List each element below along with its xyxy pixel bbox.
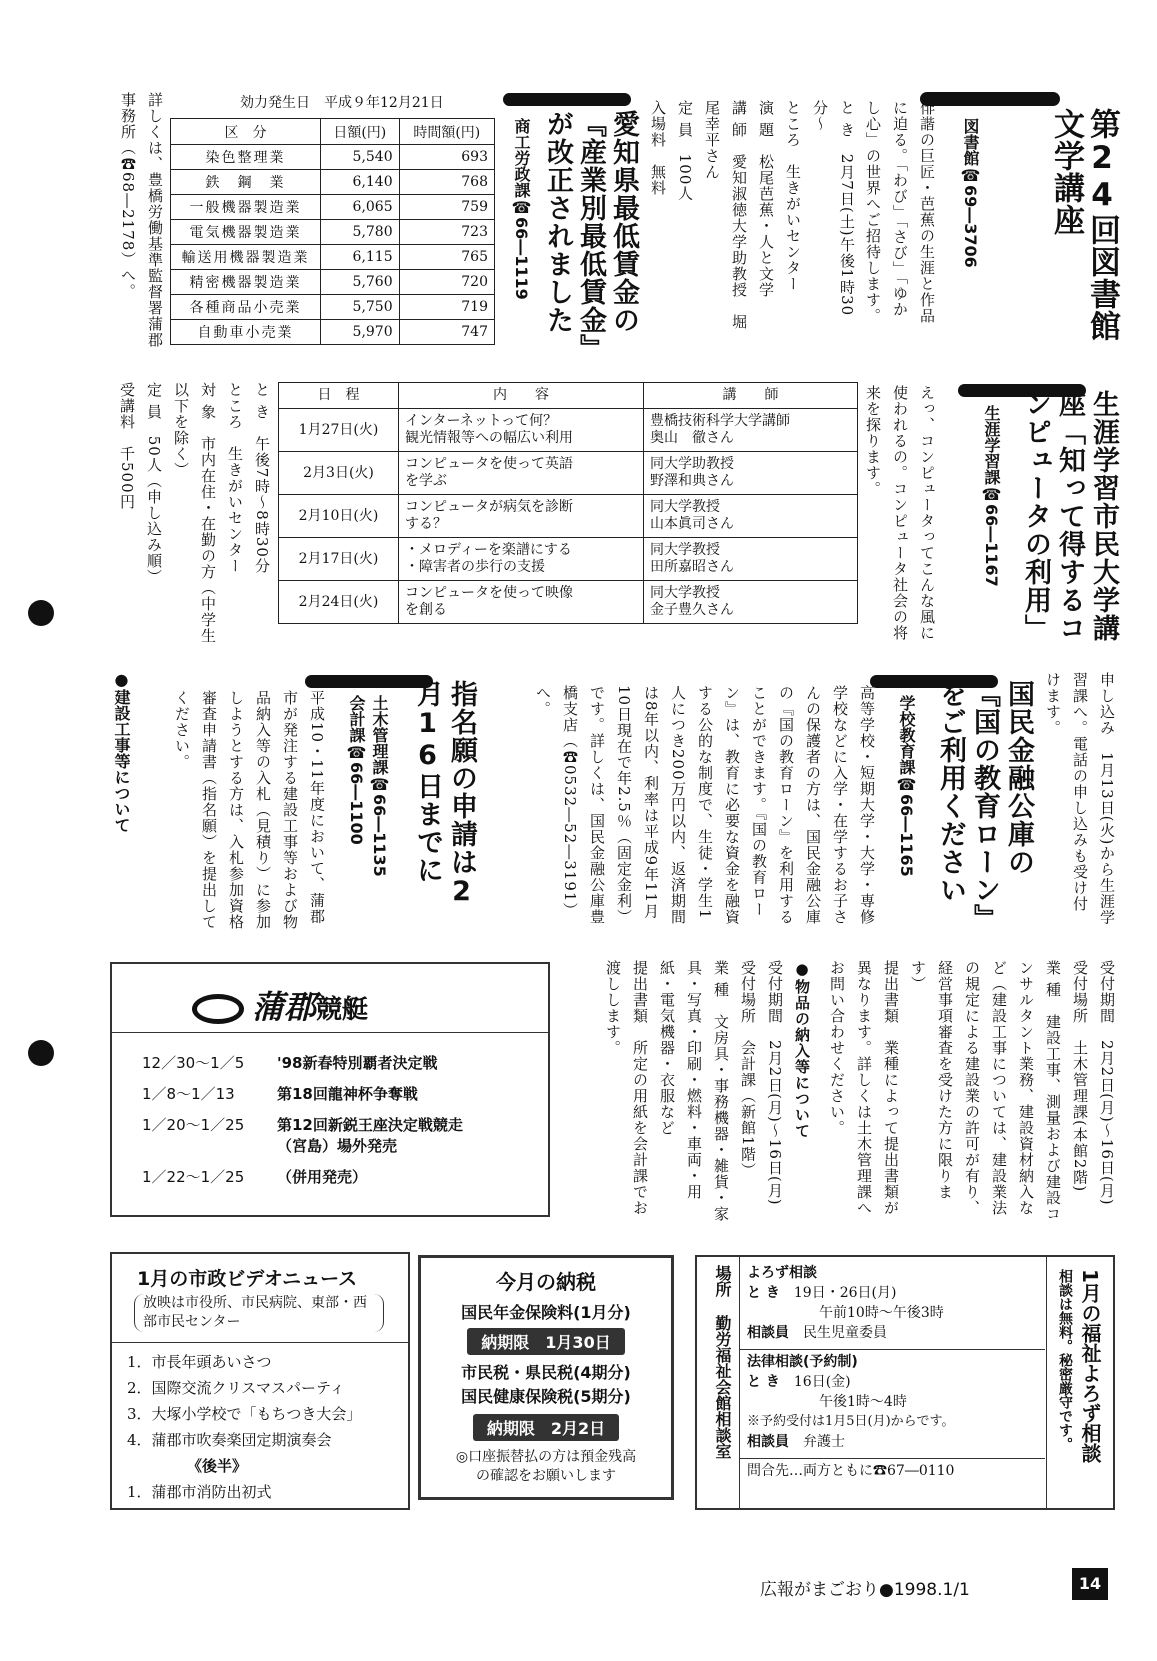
punch-hole bbox=[28, 600, 54, 626]
wage-row bbox=[171, 145, 495, 170]
schedule-header-cell: 日 程 bbox=[279, 383, 399, 409]
library-toki: と き 2月7日(土)午後1時30分～ bbox=[811, 100, 856, 317]
tax-box bbox=[418, 1255, 674, 1500]
kyotei-row bbox=[142, 1083, 542, 1104]
wage-cell: 6,115 bbox=[321, 245, 400, 270]
kyotei-race: （併用発売） bbox=[277, 1168, 368, 1186]
wage-row bbox=[171, 295, 495, 320]
loan-body: 高等学校・短期大学・大学・専修学校などに入学・在学するお子さんの保護者の方は、国民金融公庫の『国の教育ローン』を利用することができます。『国の教育ローン』は、教育に必要な資金を融資する公的な制度で、生徒・学生1人につき200万円以内、返済期間は8年以内、利率は平成9年11月10日現在で年2.5％（固定金利）です。詳しくは、国民金融公庫豊橋支店（☎0532―52―3191）へ。 bbox=[534, 685, 876, 925]
welfare-content: よろず相談 と き 19日・26日(月) 午前10時～午後3時 相談員 民生児童委員 法律相談(予約制) と き 16日(金) 午後1時～4時 ※予約受付は1月5日(月)からです。 相談員 弁護士 問合先…両方ともに☎67―0110 bbox=[747, 1263, 1037, 1481]
schedule-cell: 2月3日(火) bbox=[279, 452, 399, 495]
kyotei-date: 1／8～1／13 bbox=[142, 1085, 235, 1103]
library-teiin: 定 員 100人 bbox=[676, 100, 694, 202]
wage-row bbox=[171, 195, 495, 220]
buppin-b2: 受付場所 会計課（新館1階） bbox=[739, 960, 757, 1179]
kensetsu-head: ●建設工事等について bbox=[112, 670, 131, 833]
punch-hole bbox=[28, 1040, 54, 1066]
buppin-block bbox=[550, 960, 815, 1225]
schedule-cell: コンピュータが病気を診断 する？ bbox=[399, 495, 644, 538]
wage-dept: 商工労政課☎66―1119 bbox=[512, 118, 531, 300]
kyotei-date: 12／30～1／5 bbox=[142, 1054, 245, 1072]
wage-header-cell: 区 分 bbox=[171, 119, 321, 145]
wage-cell: 6,065 bbox=[321, 195, 400, 220]
loan-dept: 学校教育課☎66―1165 bbox=[897, 695, 916, 877]
kyotei-row bbox=[142, 1166, 542, 1187]
kensetsu-k2: 受付場所 土木管理課(本館2階) bbox=[1071, 960, 1089, 1193]
library-koshi: 講 師 愛知淑徳大学助教授 堀尾幸平さん bbox=[703, 100, 748, 330]
wage-cell: 5,760 bbox=[321, 270, 400, 295]
video-note: 放映は市役所、市民病院、東部・西部市民センター bbox=[134, 1294, 384, 1332]
buppin-b4: 提出書類 所定の用紙を会計課でお渡しします。 bbox=[604, 960, 649, 1216]
wage-header-row bbox=[171, 119, 495, 145]
kyotei-rule bbox=[112, 1032, 548, 1033]
yorozu-toki2: 午前10時～午後3時 bbox=[819, 1305, 944, 1321]
tax-l2: 市民税・県民税(4期分) bbox=[461, 1363, 631, 1382]
video-item: 4．蒲郡市吹奏楽団定期演奏会 bbox=[127, 1431, 332, 1449]
hoho-toki1: 16日(金) bbox=[793, 1374, 851, 1390]
welfare-contact: 問合先…両方ともに☎67―0110 bbox=[747, 1463, 955, 1479]
lifelong-dept: 生涯学習課☎66―1167 bbox=[982, 405, 1001, 587]
wage-cell: 747 bbox=[399, 320, 494, 345]
wage-row bbox=[171, 320, 495, 345]
schedule-cell: 同大学教授 山本眞司さん bbox=[644, 495, 858, 538]
schedule-table bbox=[278, 382, 858, 624]
library-dept: 図書館☎69―3706 bbox=[961, 118, 980, 268]
wage-cell: 精密機器製造業 bbox=[171, 270, 321, 295]
wage-cell: 各種商品小売業 bbox=[171, 295, 321, 320]
schedule-cell: 2月24日(火) bbox=[279, 581, 399, 624]
wage-table bbox=[170, 118, 495, 345]
wage-cell: 6,140 bbox=[321, 170, 400, 195]
schedule-cell: ・メロディーを楽譜にする ・障害者の歩行の支援 bbox=[399, 538, 644, 581]
footer-title: 広報がまごおり●1998.1/1 bbox=[760, 1580, 970, 1600]
library-details bbox=[620, 100, 860, 330]
wage-row bbox=[171, 245, 495, 270]
hoho-toki2: 午後1時～4時 bbox=[819, 1394, 907, 1410]
yorozu-toki1: 19日・26日(月) bbox=[793, 1285, 897, 1301]
buppin-head: ●物品の納入等について bbox=[793, 960, 811, 1139]
kyotei-date: 1／22～1／25 bbox=[142, 1168, 245, 1186]
kensetsu-k3: 業 種 建設工事、測量および建設コンサルタント業務、建設資材納入など（建設工事については、建設業法の規定による建設業の許可が有り、経営事項審査を受けた方に限ります） bbox=[909, 960, 1062, 1222]
wage-note: 詳しくは、豊橋労働基準監督署蒲郡事務所（☎68―2178）へ。 bbox=[119, 92, 164, 348]
yorozu-label: よろず相談 bbox=[747, 1265, 817, 1281]
library-tokoro: ところ 生きがいセンター bbox=[784, 100, 802, 292]
schedule-row bbox=[279, 538, 858, 581]
library-title: 第24回図書館文学講座 bbox=[1048, 108, 1120, 342]
wage-cell: 自動車小売業 bbox=[171, 320, 321, 345]
wage-header-cell: 時間額(円) bbox=[399, 119, 494, 145]
lifelong-teiin: 定 員 50人（申し込み順） bbox=[145, 382, 163, 585]
lifelong-intro: えっ、コンピュータってこんな風に使われるの。コンピュータ社会の将来を探ります。 bbox=[864, 385, 936, 641]
title-bar bbox=[920, 92, 1060, 106]
welfare-title: 1月の福祉よろず相談 bbox=[1078, 1269, 1102, 1463]
wage-cell: 765 bbox=[399, 245, 494, 270]
welfare-sub: 相談は無料。秘密厳守です。 bbox=[1057, 1269, 1073, 1451]
video-item: 2．国際交流クリスマスパーティ bbox=[127, 1379, 345, 1397]
schedule-header-row bbox=[279, 383, 858, 409]
kensetsu-block bbox=[820, 960, 1120, 1225]
wage-cell: 一般機器製造業 bbox=[171, 195, 321, 220]
schedule-cell: コンピュータを使って英語 を学ぶ bbox=[399, 452, 644, 495]
kyotei-race: 第18回龍神杯争奪戦 bbox=[277, 1085, 418, 1103]
lifelong-jukoryo: 受講料 千500円 bbox=[118, 382, 136, 510]
schedule-cell: 2月10日(火) bbox=[279, 495, 399, 538]
kyotei-schedule bbox=[142, 1044, 542, 1197]
kyotei-date: 1／20～1／25 bbox=[142, 1116, 245, 1134]
video-item: 1．市長年頭あいさつ bbox=[127, 1353, 272, 1371]
wage-cell: 染色整理業 bbox=[171, 145, 321, 170]
welfare-divider bbox=[1046, 1257, 1047, 1508]
shimei-title: 指名願の申請は2月16日までに bbox=[412, 680, 477, 908]
schedule-header-cell: 内 容 bbox=[399, 383, 644, 409]
video-item: 1．蒲郡市消防出初式 bbox=[127, 1483, 272, 1501]
schedule-cell: インターネットって何？ 観光情報等への幅広い利用 bbox=[399, 409, 644, 452]
welfare-box bbox=[695, 1255, 1115, 1510]
buppin-b1: 受付期間 2月2日(月)～16日(月) bbox=[766, 960, 784, 1206]
schedule-row bbox=[279, 409, 858, 452]
schedule-cell: コンピュータを使って映像 を創る bbox=[399, 581, 644, 624]
kyotei-logo-icon bbox=[192, 994, 244, 1024]
lifelong-moushikomi: 申し込み 1月13日(火)から生涯学習課へ。電話の申し込みも受け付けます。 bbox=[1044, 672, 1116, 926]
tax-note: ◎口座振替払の方は預金残高の確認をお願いします bbox=[455, 1449, 637, 1484]
schedule-row bbox=[279, 452, 858, 495]
wage-header-cell: 日額(円) bbox=[321, 119, 400, 145]
schedule-cell: 1月27日(火) bbox=[279, 409, 399, 452]
library-endai: 演 題 松尾芭蕉・人と文学 bbox=[757, 100, 775, 298]
wage-cell: 719 bbox=[399, 295, 494, 320]
welfare-place: 勤労福祉会館相談室 bbox=[713, 1315, 732, 1459]
kyotei-race: 第12回新鋭王座決定戦競走 （宮島）場外発売 bbox=[277, 1116, 463, 1155]
hoho-label: 法律相談(予約制) bbox=[747, 1354, 858, 1370]
wage-title: 愛知県最低賃金の『産業別最低賃金』が改正されました bbox=[542, 110, 639, 349]
lifelong-tokoro: ところ 生きがいセンター bbox=[226, 382, 244, 574]
welfare-place-label: 場所 bbox=[713, 1265, 732, 1297]
loan-title: 国民金融公庫の『国の教育ローン』をご利用ください bbox=[935, 680, 1034, 919]
schedule-row bbox=[279, 495, 858, 538]
schedule-header-cell: 講 師 bbox=[644, 383, 858, 409]
video-box bbox=[110, 1252, 410, 1510]
wage-cell: 768 bbox=[399, 170, 494, 195]
wage-cell: 5,750 bbox=[321, 295, 400, 320]
wage-cell: 759 bbox=[399, 195, 494, 220]
schedule-row bbox=[279, 581, 858, 624]
tax-l3: 国民健康保険税(5期分) bbox=[461, 1387, 631, 1406]
video-item: 3．大塚小学校で「もちつき大会」 bbox=[127, 1405, 362, 1423]
shimei-dept1: 土木管理課☎66―1135 bbox=[370, 695, 389, 877]
schedule-cell: 同大学助教授 野澤和典さん bbox=[644, 452, 858, 495]
wage-cell: 5,780 bbox=[321, 220, 400, 245]
wage-cell: 693 bbox=[399, 145, 494, 170]
wage-cell: 720 bbox=[399, 270, 494, 295]
schedule-cell: 2月17日(火) bbox=[279, 538, 399, 581]
wage-row bbox=[171, 220, 495, 245]
kensetsu-k4: 提出書類 業種によって提出書類が異なります。詳しくは土木管理課へお問い合わせください。 bbox=[828, 960, 900, 1216]
wage-title-bar bbox=[503, 93, 631, 106]
library-body: 俳諧の巨匠・芭蕉の生涯と作品に迫る。「わび」「さび」「ゆかし心」の世界へご招待します。 bbox=[864, 100, 936, 324]
welfare-divider bbox=[739, 1257, 740, 1508]
wage-cell: 5,970 bbox=[321, 320, 400, 345]
wage-row bbox=[171, 170, 495, 195]
kyotei-logo: 蒲郡競艇 bbox=[192, 982, 368, 1028]
yorozu-in: 民生児童委員 bbox=[803, 1325, 887, 1341]
video-title: 1月の市政ビデオニュース bbox=[137, 1268, 358, 1290]
tax-d1: 納期限 1月30日 bbox=[467, 1328, 624, 1355]
wage-cell: 723 bbox=[399, 220, 494, 245]
hoho-in: 弁護士 bbox=[803, 1434, 845, 1450]
wage-row bbox=[171, 270, 495, 295]
video-kohan: 《後半》 bbox=[187, 1457, 248, 1475]
hoho-note: ※予約受付は1月5日(月)からです。 bbox=[747, 1414, 955, 1429]
video-rule bbox=[112, 1342, 408, 1343]
tax-title: 今月の納税 bbox=[496, 1270, 596, 1294]
wage-cell: 電気機器製造業 bbox=[171, 220, 321, 245]
schedule-cell: 豊橋技術科学大学講師 奥山 徹さん bbox=[644, 409, 858, 452]
wage-cell: 5,540 bbox=[321, 145, 400, 170]
tax-l1: 国民年金保険料(1月分) bbox=[461, 1303, 631, 1322]
kensetsu-k1: 受付期間 2月2日(月)～16日(月) bbox=[1098, 960, 1116, 1206]
page-number: 14 bbox=[1072, 1568, 1108, 1600]
library-nyujo: 入場料 無料 bbox=[649, 100, 667, 196]
kyotei-box bbox=[110, 962, 550, 1217]
lifelong-toki: と き 午後7時～8時30分 bbox=[253, 382, 271, 574]
kyotei-race: '98新春特別覇者決定戦 bbox=[277, 1054, 438, 1072]
video-items bbox=[127, 1349, 361, 1505]
schedule-cell: 同大学教授 金子豊久さん bbox=[644, 581, 858, 624]
kyotei-row bbox=[142, 1114, 542, 1156]
tax-d2: 納期限 2月2日 bbox=[473, 1414, 619, 1441]
lifelong-title: 生涯学習市民大学講座「知って得するコンピュータの利用」 bbox=[1020, 390, 1119, 642]
wage-cell: 輸送用機器製造業 bbox=[171, 245, 321, 270]
wage-cell: 鉄 鋼 業 bbox=[171, 170, 321, 195]
lifelong-taisho: 対 象 市内在住・在勤の方（中学生以下を除く） bbox=[172, 382, 217, 644]
buppin-b3: 業 種 文房具・事務機器・雑貨・家具・写真・印刷・燃料・車両・用紙・電気機器・衣服など bbox=[658, 960, 730, 1222]
shimei-body: 平成10・11年度において、蒲郡市が発注する建設工事等および物品納入等の入札（見積り）に参加しようとする方は、入札参加資格審査申請書（指名願）を提出してください。 bbox=[173, 690, 326, 930]
lifelong-details bbox=[110, 382, 275, 647]
kyotei-row bbox=[142, 1052, 542, 1073]
shimei-dept2: 会計課☎66―1100 bbox=[347, 695, 366, 845]
wage-effective: 効力発生日 平成９年12月21日 bbox=[240, 95, 444, 111]
schedule-cell: 同大学教授 田所嘉昭さん bbox=[644, 538, 858, 581]
